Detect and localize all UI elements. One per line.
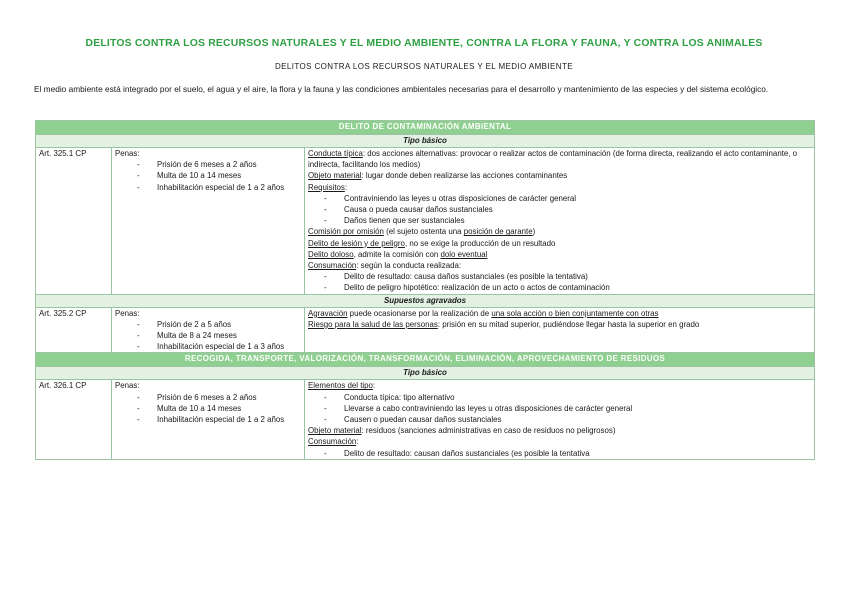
description-cell	[305, 307, 815, 353]
list-item: - Causen o puedan causar daños sustanciales	[324, 414, 811, 425]
list-item: - Inhabilitación especial de 1 a 2 años	[137, 414, 301, 425]
conducta-line	[308, 148, 811, 170]
table-row	[36, 148, 815, 295]
doloso-link: dolo eventual	[440, 249, 488, 259]
list-item: - Causa o pueda causar daños sustanciales	[324, 204, 811, 215]
section-heading: DELITO DE CONTAMINACIÓN AMBIENTAL	[36, 121, 815, 135]
list-item: - Multa de 10 a 14 meses	[137, 170, 301, 181]
elementos-label: Elementos del tipo	[308, 381, 373, 391]
consumacion-label: Consumación	[308, 261, 357, 271]
doloso-label: Delito doloso	[308, 249, 354, 259]
subheader-tipo-basico	[36, 367, 815, 380]
penalties-cell	[112, 307, 305, 353]
list-item: - Inhabilitación especial de 1 a 2 años	[137, 182, 301, 193]
description-cell	[305, 380, 815, 459]
consumacion-text: : según la conducta realizada:	[356, 261, 462, 271]
elementos-colon: :	[372, 381, 376, 391]
list-item: - Multa de 10 a 14 meses	[137, 403, 301, 414]
comision-text-end: )	[532, 227, 536, 237]
article-cell: Art. 326.1 CP	[36, 380, 112, 459]
document-title: DELITOS CONTRA LOS RECURSOS NATURALES Y EL MEDIO AMBIENTE, CONTRA LA FLORA Y FAUNA, Y CONTRA LOS ANIMALES	[85, 38, 763, 49]
penalties-cell	[112, 380, 305, 459]
subheader-tipo-basico	[36, 135, 815, 148]
subheading: Tipo básico	[36, 367, 815, 380]
article-cell: Art. 325.1 CP	[36, 148, 112, 295]
requisitos-list	[308, 193, 811, 227]
agravacion-link: una sola acción o bien conjuntamente con otras	[491, 308, 659, 318]
comision-text: (el sujeto ostenta una	[383, 227, 464, 237]
list-item: - Prisión de 6 meses a 2 años	[137, 392, 301, 403]
elementos-list	[308, 392, 811, 426]
lesion-text: , no se exige la producción de un resultado	[404, 238, 556, 248]
list-item: - Delito de resultado: causan daños sustanciales (es posible la tentativa	[324, 448, 811, 459]
agravacion-line	[308, 308, 811, 319]
subheading: Supuestos agravados	[36, 294, 815, 307]
riesgo-text: : prisión en su mitad superior, pudiéndose llegar hasta la superior en grado	[437, 319, 700, 329]
comision-line	[308, 226, 811, 237]
conducta-text: : dos acciones alternativas: provocar o realizar actos de contaminación (de forma directa, realizando el acto contaminante, o indirecta, facilitando los medios)	[308, 149, 798, 170]
list-item: - Inhabilitación especial de 1 a 3 años	[137, 341, 301, 352]
subheader-agravados	[36, 294, 815, 307]
list-item: - Delito de peligro hipotético: realización de un acto o actos de contaminación	[324, 282, 811, 293]
list-item: - Multa de 8 a 24 meses	[137, 330, 301, 341]
penalties-cell	[112, 148, 305, 295]
riesgo-label: Riesgo para la salud de las personas	[308, 319, 438, 329]
elementos-line	[308, 380, 811, 391]
section-subtitle: DELITOS CONTRA LOS RECURSOS NATURALES Y EL MEDIO AMBIENTE	[275, 62, 573, 71]
requisitos-colon: :	[344, 182, 348, 192]
doloso-line	[308, 249, 811, 260]
penalties-label: Penas:	[115, 381, 140, 391]
section-header-contaminacion	[36, 121, 815, 135]
objeto-line	[308, 170, 811, 181]
section-header-residuos	[36, 353, 815, 367]
consumacion-list	[308, 271, 811, 293]
table-row	[36, 380, 815, 459]
lesion-label: Delito de lesión y de peligro	[308, 238, 405, 248]
list-item: - Delito de resultado: causa daños sustanciales (es posible la tentativa)	[324, 271, 811, 282]
conducta-label: Conducta típica	[308, 149, 363, 158]
consumacion-label: Consumación	[308, 437, 357, 447]
subheading: Tipo básico	[36, 135, 815, 148]
article-cell: Art. 325.2 CP	[36, 307, 112, 353]
list-item: - Daños tienen que ser sustanciales	[324, 215, 811, 226]
objeto-text: : residuos (sanciones administrativas en caso de residuos no peligrosos)	[361, 426, 616, 436]
consumacion-line	[308, 260, 811, 271]
riesgo-line	[308, 319, 811, 330]
agravacion-text: puede ocasionarse por la realización de	[347, 308, 492, 318]
penalties-list	[115, 159, 301, 193]
consumacion-list	[308, 448, 811, 459]
crimes-table	[35, 120, 815, 460]
list-item: - Conducta típica: tipo alternativo	[324, 392, 811, 403]
list-item: - Prisión de 2 a 5 años	[137, 319, 301, 330]
penalties-list	[115, 392, 301, 426]
lesion-line	[308, 238, 811, 249]
description-cell	[305, 148, 815, 295]
penalties-label: Penas:	[115, 308, 140, 318]
section-heading: RECOGIDA, TRANSPORTE, VALORIZACIÓN, TRANSFORMACIÓN, ELIMINACIÓN, APROVECHAMIENTO DE RESIDUOS	[36, 353, 815, 367]
requisitos-line	[308, 182, 811, 193]
table-row	[36, 307, 815, 353]
agravacion-label: Agravación	[308, 308, 348, 318]
penalties-list	[115, 319, 301, 353]
objeto-text: : lugar donde deben realizarse las acciones contaminantes	[361, 171, 568, 181]
objeto-label: Objeto material	[308, 171, 362, 181]
list-item: - Contraviniendo las leyes u otras disposiciones de carácter general	[324, 193, 811, 204]
comision-label: Comisión por omisión	[308, 227, 384, 237]
requisitos-label: Requisitos	[308, 182, 345, 192]
penalties-label: Penas:	[115, 149, 140, 158]
doloso-text: , admite la comisión con	[353, 249, 441, 259]
consumacion-colon: :	[356, 437, 359, 447]
list-item: - Llevarse a cabo contraviniendo las leyes u otras disposiciones de carácter general	[324, 403, 811, 414]
list-item: - Prisión de 6 meses a 2 años	[137, 159, 301, 170]
consumacion-line	[308, 436, 811, 447]
objeto-line	[308, 425, 811, 436]
comision-link: posición de garante	[463, 227, 533, 237]
intro-paragraph: El medio ambiente está integrado por el suelo, el agua y el aire, la flora y la fauna y las condiciones ambientales necesarias para el desarrollo y mantenimiento de las especies y del sistema ecológico.	[34, 84, 769, 94]
objeto-label: Objeto material	[308, 426, 362, 436]
